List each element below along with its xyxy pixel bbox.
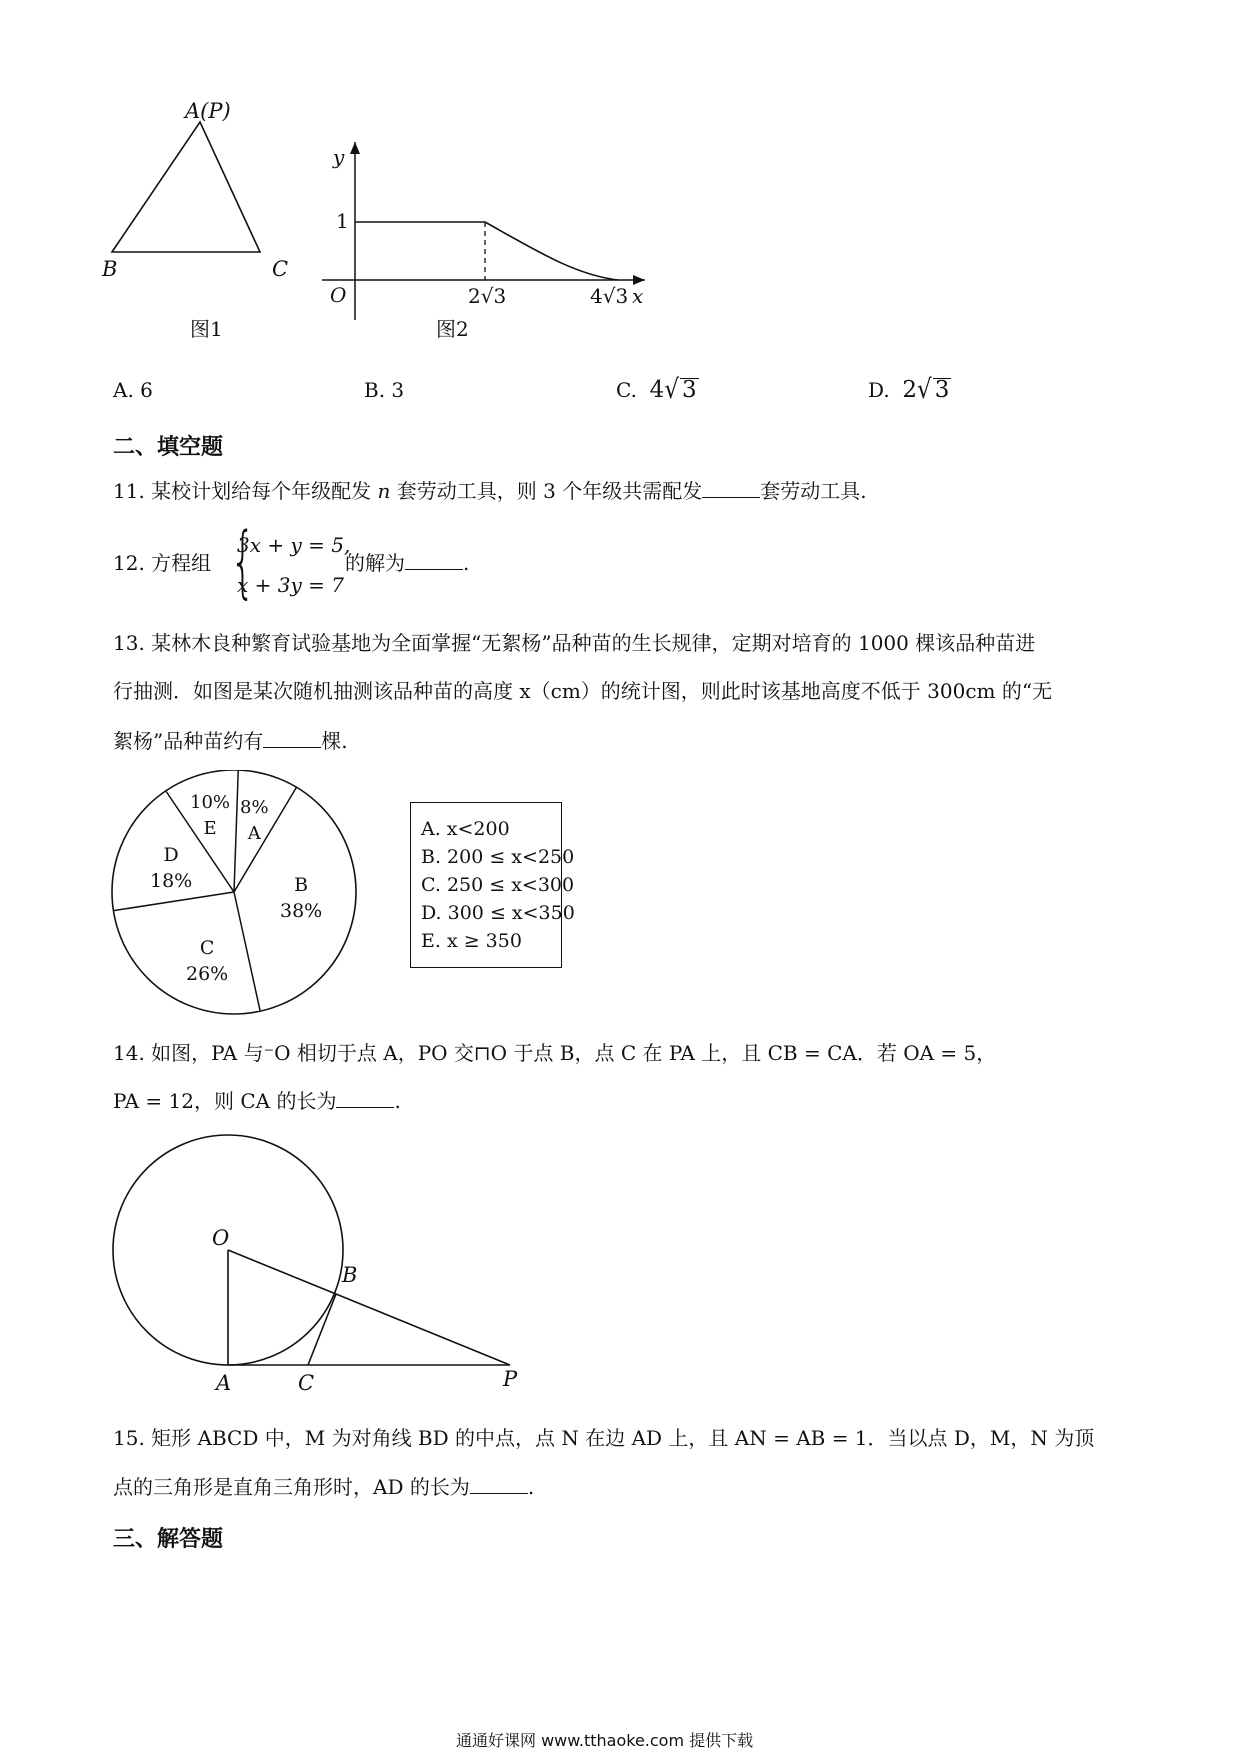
fig2-y-tick: 1 [336,209,349,233]
pie-legend [410,802,575,968]
question-12-label: 12. 方程组 [113,551,212,575]
legend-item-e: E. x ≥ 350 [421,930,522,952]
pie-label-E: 10% E [190,792,231,839]
fig2-x-tick-1: 2√3 [468,284,507,308]
pie-label-B: B 38% [280,874,323,922]
fig2-origin: O [330,283,347,307]
q12-eq1: 3x + y = 5, [237,533,351,557]
fig1-vertex-left: B [102,257,118,281]
pie-label-A: 8% A [240,797,269,844]
pie-slice-boundary-A [234,770,238,892]
fig14-label-P: P [503,1367,518,1391]
fig1-caption: 图1 [190,317,223,341]
pie-label-C: C 26% [186,937,229,985]
option-a: A. 6 [113,378,153,402]
option-b: B. 3 [364,378,405,402]
question-11: 11. 某校计划给每个年级配发 n 套劳动工具，则 3 个年级共需配发 套劳动工具. [113,479,867,503]
fig14-label-O: O [212,1226,230,1250]
option-d: D. 2√ 3 [868,375,950,405]
fig2-caption: 图2 [436,317,469,341]
q12-tail: 的解为 . [345,551,470,575]
question-14-line-1: 14. 如图，PA 与⁻O 相切于点 A，PO 交⊓O 于点 B，点 C 在 PA 上，且 CB = CA．若 OA = 5， [113,1041,997,1065]
fig2-x-tick-2: 4√3 [590,284,629,308]
legend-item-a: A. x<200 [421,818,510,840]
fig14-label-C: C [298,1371,315,1395]
question-13-line-3: 絮杨”品种苗约有 棵. [113,729,348,753]
question-13-line-2: 行抽测．如图是某次随机抽测该品种苗的高度 x（cm）的统计图，则此时该基地高度不低于 300cm 的“无 [113,679,1053,703]
q12-brace: { [230,517,256,607]
page-footer: 通通好课网 www.tthaoke.com 提供下载 [456,1731,754,1750]
question-13-line-1: 13. 某林木良种繁育试验基地为全面掌握“无絮杨”品种苗的生长规律，定期对培育的 1000 棵该品种苗进 [113,631,1036,655]
legend-item-d: D. 300 ≤ x<350 [421,902,575,924]
fig2-y-label: y [333,145,345,169]
pie-slice-boundary-C [234,892,260,1011]
pie-label-D: D 18% [150,844,193,892]
figure-1-triangle [100,95,290,315]
fig14-label-B: B [342,1263,358,1287]
section-3-title: 三、解答题 [113,1527,224,1552]
question-15-line-2: 点的三角形是直角三角形时，AD 的长为 . [113,1475,535,1499]
question-14-line-2: PA = 12，则 CA 的长为 . [113,1089,401,1113]
figure-14-circle [100,1115,530,1385]
fig14-label-A: A [216,1371,232,1395]
fig2-x-label: x [632,284,644,308]
q12-eq2: x + 3y = 7 [237,573,344,597]
legend-item-b: B. 200 ≤ x<250 [421,846,575,868]
fig1-vertex-top: A(P) [185,99,231,123]
section-2-title: 二、填空题 [113,435,224,460]
question-15-line-1: 15. 矩形 ABCD 中，M 为对角线 BD 的中点，点 N 在边 AD 上，且 AN = AB = 1．当以点 D，M，N 为顶 [113,1426,1095,1450]
pie-slice-boundary-D [113,892,234,911]
option-c: C. 4√ 3 [616,375,697,405]
legend-item-c: C. 250 ≤ x<300 [421,874,575,896]
fig1-vertex-right: C [272,257,289,281]
